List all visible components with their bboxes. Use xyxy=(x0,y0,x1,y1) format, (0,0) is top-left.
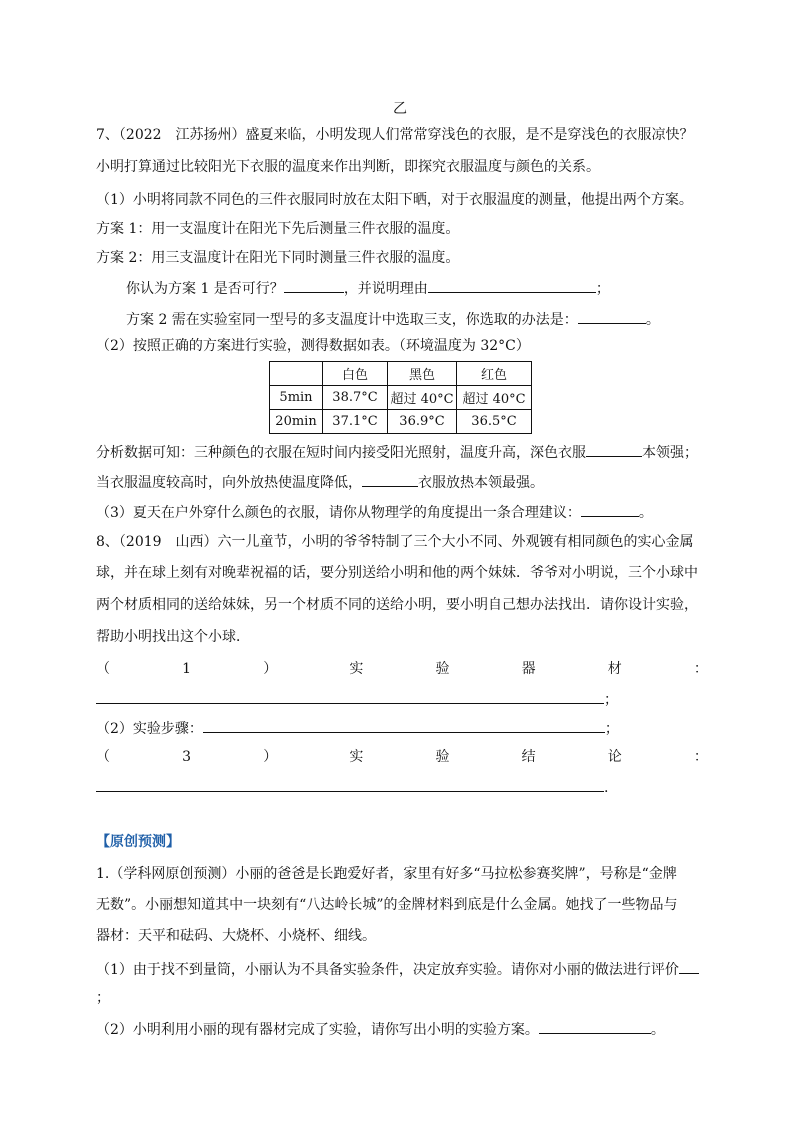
q7-analysis2-end: 衣服放热本领最强。 xyxy=(418,475,544,491)
q7-analysis2-blank[interactable] xyxy=(362,471,418,487)
q7-analysis-2 xyxy=(96,471,544,493)
q7-title: 7、（2022 江苏扬州）盛夏来临，小明发现人们常常穿浅色的衣服，是不是穿浅色的衣服凉快？ xyxy=(96,127,694,143)
q8-sub1-char: 实 xyxy=(349,661,364,677)
op-q1-part2 xyxy=(96,1018,665,1040)
q7-choose-end: 。 xyxy=(645,312,660,328)
q7-plan2: 方案 2：用三支温度计在阳光下同时测量三件衣服的温度。 xyxy=(96,250,460,266)
q8-sub3-char: 实 xyxy=(349,749,364,765)
table-header-cell: 白色 xyxy=(323,362,388,386)
q8-sub1-char: ） xyxy=(263,661,278,677)
section-heading: 【原创预测】 xyxy=(96,834,180,850)
op-q1-line-1: 1.（学科网原创预测）小丽的爸爸是长跑爱好者，家里有好多“马拉松参赛奖牌”，号称是“金牌 xyxy=(96,866,677,882)
q8-sub3-char: 论 xyxy=(607,749,622,765)
op-part1-end: ； xyxy=(96,990,110,1006)
temperature-table xyxy=(269,361,532,434)
q8-sub3-end: . xyxy=(604,780,609,796)
table-header-cell xyxy=(270,362,323,386)
q8-conclusion-blank[interactable] xyxy=(96,776,604,792)
q8-sub3-label xyxy=(96,747,708,767)
q7-choose-text: 方案 2 需在实验室同一型号的多支温度计中选取三支，你选取的办法是： xyxy=(126,312,578,328)
q8-sub1-char: 验 xyxy=(435,661,450,677)
q8-sub2-label: （2）实验步骤： xyxy=(96,721,203,737)
q7-part3 xyxy=(96,501,653,523)
table-header-row xyxy=(270,362,532,386)
q8-line-2: 球，并在球上刻有对晚辈祝福的话，要分别送给小明和他的两个妹妹．爷爷对小明说，三个小球中 xyxy=(96,565,698,581)
q8-sub1-char: （ xyxy=(96,661,110,677)
q8-line-1: 8、（2019 山西）六一儿童节，小明的爷爷特制了三个大小不同、外观镀有相同颜色的实心金属 xyxy=(96,534,694,550)
table-cell: 37.1°C xyxy=(323,410,388,434)
table-cell: 36.5°C xyxy=(457,410,532,434)
q8-sub3-char: ） xyxy=(263,749,278,765)
q7-suggestion-blank[interactable] xyxy=(581,501,639,517)
op-part1-text: （1）由于找不到量筒，小丽认为不具备实验条件，决定放弃实验。请你对小丽的做法进行评价 xyxy=(96,962,679,978)
table-header-cell: 黑色 xyxy=(388,362,457,386)
op-q1-line-3: 器材：天平和砝码、大烧杯、小烧杯、细线。 xyxy=(96,928,376,944)
q8-sub1-label xyxy=(96,659,708,679)
q7-feasibility-blank[interactable] xyxy=(284,277,344,293)
q7-ask-end: ； xyxy=(595,281,610,297)
op-q1-line-2: 无数”。小丽想知道其中一块刻有“八达岭长城”的金牌材料到底是什么金属。她找了一些物品与 xyxy=(96,897,678,913)
q8-sub2 xyxy=(96,717,619,739)
q7-reason-blank[interactable] xyxy=(428,277,596,293)
q8-sub3-char: （ xyxy=(96,749,110,765)
q7-part3-end: 。 xyxy=(638,505,653,521)
table-cell: 超过 40°C xyxy=(457,386,532,410)
q7-ask-text: 你认为方案 1 是否可行？ xyxy=(126,281,284,297)
table-cell: 5min xyxy=(270,386,323,410)
table-header-cell: 红色 xyxy=(457,362,532,386)
q8-equipment-blank[interactable] xyxy=(96,688,604,704)
q8-sub1-char: ： xyxy=(693,661,708,677)
q7-intro: 小明打算通过比较阳光下衣服的温度来作出判断，即探究衣服温度与颜色的关系。 xyxy=(96,159,600,175)
q7-analysis1-end: 本领强； xyxy=(642,445,698,461)
q8-sub3-char: ： xyxy=(693,749,708,765)
figure-label: 乙 xyxy=(393,101,407,117)
q8-sub3-char: 3 xyxy=(182,749,192,765)
q8-sub3-answer xyxy=(96,776,608,798)
q7-part1: （1）小明将同款不同色的三件衣服同时放在太阳下晒，对于衣服温度的测量，他提出两个方案。 xyxy=(96,192,693,208)
op-plan-blank[interactable] xyxy=(539,1018,651,1034)
q7-analysis1-text: 分析数据可知：三种颜色的衣服在短时间内接受阳光照射，温度升高，深色衣服 xyxy=(96,445,586,461)
q7-feasibility-question xyxy=(126,277,610,299)
op-part2-text: （2）小明利用小丽的现有器材完成了实验，请你写出小明的实验方案。 xyxy=(96,1022,539,1038)
table-cell: 超过 40°C xyxy=(388,386,457,410)
q8-sub1-end: ； xyxy=(604,692,618,708)
table-cell: 38.7°C xyxy=(323,386,388,410)
q8-sub3-char: 结 xyxy=(521,749,536,765)
q8-sub1-char: 器 xyxy=(521,661,536,677)
q7-analysis2-text: 当衣服温度较高时，向外放热使温度降低， xyxy=(96,475,362,491)
op-part2-end: 。 xyxy=(650,1022,665,1038)
table-row xyxy=(270,386,532,410)
q8-sub1-char: 材 xyxy=(607,661,622,677)
q7-analysis1-blank[interactable] xyxy=(586,441,642,457)
q7-part3-text: （3）夏天在户外穿什么颜色的衣服，请你从物理学的角度提出一条合理建议： xyxy=(96,505,581,521)
q7-selection-question xyxy=(126,308,660,330)
q8-line-4: 帮助小明找出这个小球． xyxy=(96,629,250,645)
q8-sub3-char: 验 xyxy=(435,749,450,765)
q8-sub1-answer xyxy=(96,688,618,710)
q8-sub2-end: ； xyxy=(604,721,619,737)
q8-line-3: 两个材质相同的送给妹妹，另一个材质不同的送给小明，要小明自己想办法找出．请你设计实验， xyxy=(96,597,698,613)
op-evaluation-blank[interactable] xyxy=(679,958,699,974)
q8-sub1-char: 1 xyxy=(182,661,192,677)
q7-part2: （2）按照正确的方案进行实验，测得数据如表。（环境温度为 32°C） xyxy=(96,338,530,354)
q7-reason-text: ，并说明理由 xyxy=(343,281,428,297)
q7-plan1: 方案 1：用一支温度计在阳光下先后测量三件衣服的温度。 xyxy=(96,221,460,237)
q8-steps-blank[interactable] xyxy=(203,717,605,733)
table-row xyxy=(270,410,532,434)
table-cell: 36.9°C xyxy=(388,410,457,434)
table-cell: 20min xyxy=(270,410,323,434)
q7-selection-blank[interactable] xyxy=(578,308,646,324)
q7-analysis-1 xyxy=(96,441,698,463)
op-q1-part1 xyxy=(96,958,699,980)
